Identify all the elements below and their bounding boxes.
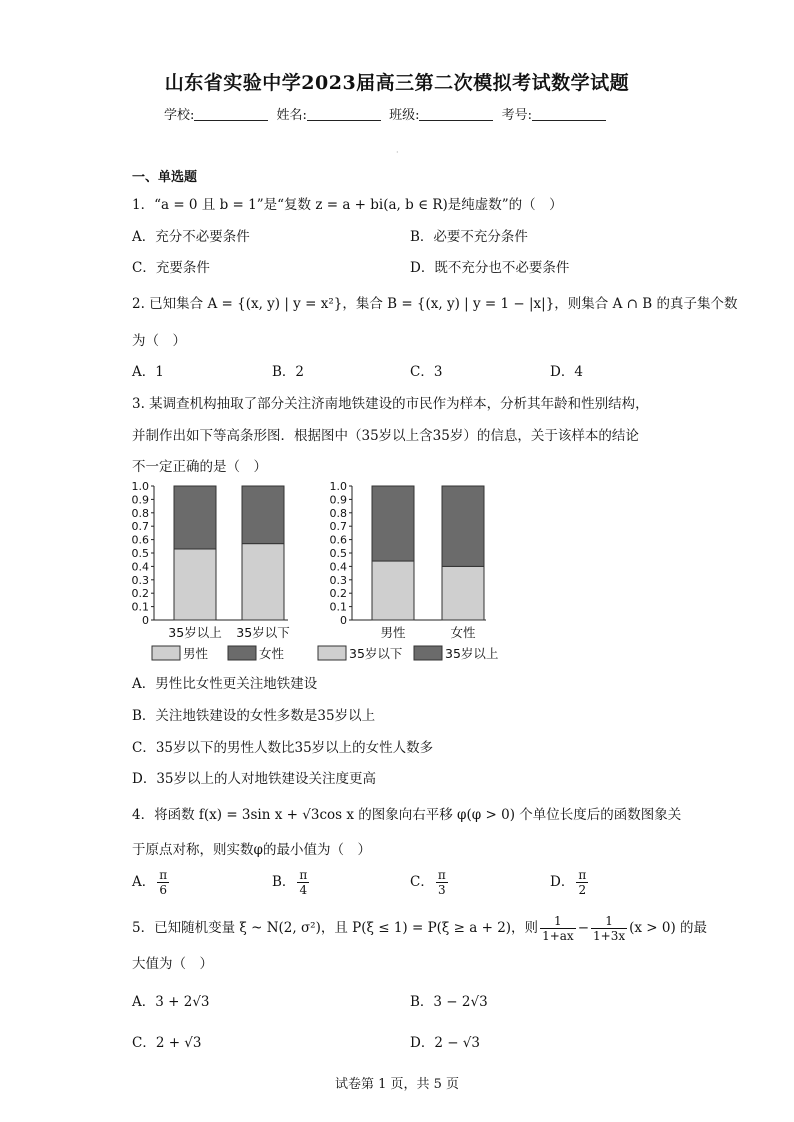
q5-option-d: D．2 − √3 xyxy=(410,1035,480,1051)
q5-option-c: C．2 + √3 xyxy=(132,1035,202,1051)
y-tick-label: 0 xyxy=(142,614,149,627)
school-label: 学校: xyxy=(164,108,195,123)
q4-d-den: 2 xyxy=(578,883,587,897)
y-tick-label: 0.2 xyxy=(131,587,149,601)
class-label: 班级: xyxy=(389,108,420,123)
q5-frac1-den: 1+ax xyxy=(542,929,574,943)
q4-stem-line1: 4．将函数 f(x) = 3sin x + √3cos x 的图象向右平移 φ(φ > 0) 个单位长度后的函数图象关 xyxy=(132,807,682,823)
q5-option-a: A．3 + 2√3 xyxy=(132,994,210,1010)
category-label: 男性 xyxy=(380,625,406,640)
center-mark: · xyxy=(396,148,399,157)
y-tick-label: 0.1 xyxy=(329,600,347,614)
chart-legends xyxy=(152,646,498,661)
y-tick-label: 0.8 xyxy=(131,506,149,520)
page-footer: 试卷第 1 页，共 5 页 xyxy=(334,1077,460,1092)
y-tick-label: 0.6 xyxy=(131,533,149,547)
page-title: 山东省实验中学2023届高三第二次模拟考试数学试题 xyxy=(164,72,630,94)
q4-d-num: π xyxy=(578,868,587,882)
y-tick-label: 1.0 xyxy=(131,480,149,493)
bar-segment-upper xyxy=(372,486,414,561)
q4-a-num: π xyxy=(159,868,168,882)
q2-stem-line1: 2. 已知集合 A = {(x, y) | y = x²}，集合 B = {(x, y) | y = 1 − |x|}，则集合 A ∩ B 的真子集个数 xyxy=(132,296,738,312)
q5-stem-a: 5．已知随机变量 ξ ~ N(2, σ²)，且 P(ξ ≤ 1) = P(ξ ≥ a + 2)，则 xyxy=(132,920,539,936)
student-info-line xyxy=(164,104,610,123)
q4-b-num: π xyxy=(299,868,308,882)
q2-option-a: A．1 xyxy=(132,364,164,380)
q1-option-d: D．既不充分也不必要条件 xyxy=(410,260,570,276)
q5-stem-b: (x > 0) 的最 xyxy=(629,920,708,936)
q4-d-label: D． xyxy=(550,874,575,890)
q4-b-den: 4 xyxy=(299,883,308,897)
bar-segment-upper xyxy=(174,486,216,549)
y-tick-label: 0.3 xyxy=(131,573,149,587)
q5-frac2-num: 1 xyxy=(591,914,627,929)
q3-charts xyxy=(128,476,528,668)
q3-option-a: A．男性比女性更关注地铁建设 xyxy=(132,676,318,692)
q4-option-d xyxy=(550,868,590,897)
q5-frac1-num: 1 xyxy=(540,914,576,929)
y-tick-label: 0.7 xyxy=(329,520,347,534)
name-label: 姓名: xyxy=(276,108,307,123)
legend-swatch xyxy=(318,646,346,660)
school-blank xyxy=(194,108,268,121)
bar-segment-lower xyxy=(174,549,216,620)
q3-stem-line3: 不一定正确的是（ ） xyxy=(132,459,267,475)
legend-swatch xyxy=(152,646,180,660)
q2-stem-line2: 为（ ） xyxy=(132,333,186,349)
q4-option-b xyxy=(272,868,311,897)
q4-c-fraction xyxy=(436,868,448,897)
q4-a-fraction xyxy=(157,868,169,897)
q5-minus: − xyxy=(577,920,589,936)
q4-a-den: 6 xyxy=(159,883,168,897)
q3-stem-line1: 3. 某调查机构抽取了部分关注济南地铁建设的市民作为样本，分析其年龄和性别结构， xyxy=(132,396,649,412)
q4-option-a xyxy=(132,868,171,897)
legend-label: 35岁以下 xyxy=(349,646,403,661)
y-tick-label: 0.9 xyxy=(131,493,149,507)
q4-b-fraction xyxy=(297,868,309,897)
q4-stem-line2: 于原点对称，则实数φ的最小值为（ ） xyxy=(132,842,371,858)
y-tick-label: 0.2 xyxy=(329,587,347,601)
q2-option-d: D．4 xyxy=(550,364,583,380)
q1-option-a: A．充分不必要条件 xyxy=(132,229,250,245)
id-blank xyxy=(532,108,606,121)
y-tick-label: 0.6 xyxy=(329,533,347,547)
legend-swatch xyxy=(414,646,442,660)
category-label: 女性 xyxy=(450,625,476,640)
bar-segment-lower xyxy=(372,561,414,620)
bar-segment-lower xyxy=(242,544,284,620)
q5-stem-line1 xyxy=(132,914,707,943)
y-tick-label: 0.5 xyxy=(329,547,347,560)
chart-age-gender xyxy=(132,480,291,640)
y-tick-label: 0.9 xyxy=(329,493,347,507)
q4-a-label: A． xyxy=(132,874,156,890)
y-tick-label: 0.7 xyxy=(131,520,149,534)
q4-d-fraction xyxy=(576,868,588,897)
q4-b-label: B． xyxy=(272,874,296,890)
legend-label: 35岁以上 xyxy=(445,646,499,661)
q3-option-c: C．35岁以下的男性人数比35岁以上的女性人数多 xyxy=(132,740,434,756)
q4-c-label: C． xyxy=(410,874,434,890)
y-tick-label: 0.1 xyxy=(131,600,149,614)
q5-fraction1 xyxy=(540,914,576,943)
q5-stem-line2: 大值为（ ） xyxy=(132,956,213,972)
bar-segment-upper xyxy=(442,486,484,566)
bar-segment-upper xyxy=(242,486,284,544)
y-tick-label: 0.4 xyxy=(329,560,347,574)
q2-option-c: C．3 xyxy=(410,364,443,380)
legend-label: 女性 xyxy=(259,646,285,661)
y-tick-label: 0 xyxy=(340,614,347,627)
q3-option-b: B．关注地铁建设的女性多数是35岁以上 xyxy=(132,708,376,724)
y-tick-label: 0.3 xyxy=(329,573,347,587)
section-heading: 一、单选题 xyxy=(132,170,198,185)
bar-segment-lower xyxy=(442,566,484,620)
category-label: 35岁以下 xyxy=(236,625,290,640)
y-tick-label: 0.5 xyxy=(131,547,149,560)
y-tick-label: 0.4 xyxy=(131,560,149,574)
name-blank xyxy=(307,108,381,121)
q4-option-c xyxy=(410,868,450,897)
q4-c-num: π xyxy=(437,868,446,882)
q1-option-c: C．充要条件 xyxy=(132,260,210,276)
y-tick-label: 1.0 xyxy=(329,480,347,493)
q5-option-b: B．3 − 2√3 xyxy=(410,994,488,1010)
q5-frac2-den: 1+3x xyxy=(593,929,626,943)
category-label: 35岁以上 xyxy=(168,625,222,640)
class-blank xyxy=(419,108,493,121)
q3-option-d: D．35岁以上的人对地铁建设关注度更高 xyxy=(132,771,377,787)
legend-swatch xyxy=(228,646,256,660)
q5-fraction2 xyxy=(591,914,627,943)
q1-option-b: B．必要不充分条件 xyxy=(410,229,528,245)
q2-option-b: B．2 xyxy=(272,364,305,380)
legend-label: 男性 xyxy=(183,646,209,661)
chart-gender-age xyxy=(330,480,487,640)
q1-stem: 1．“a = 0 且 b = 1”是“复数 z = a + bi(a, b ∈ R)是纯虚数”的（ ） xyxy=(132,197,563,213)
id-label: 考号: xyxy=(501,108,532,123)
y-tick-label: 0.8 xyxy=(329,506,347,520)
q4-c-den: 3 xyxy=(437,883,446,897)
q3-stem-line2: 并制作出如下等高条形图．根据图中（35岁以上含35岁）的信息，关于该样本的结论 xyxy=(132,428,639,444)
